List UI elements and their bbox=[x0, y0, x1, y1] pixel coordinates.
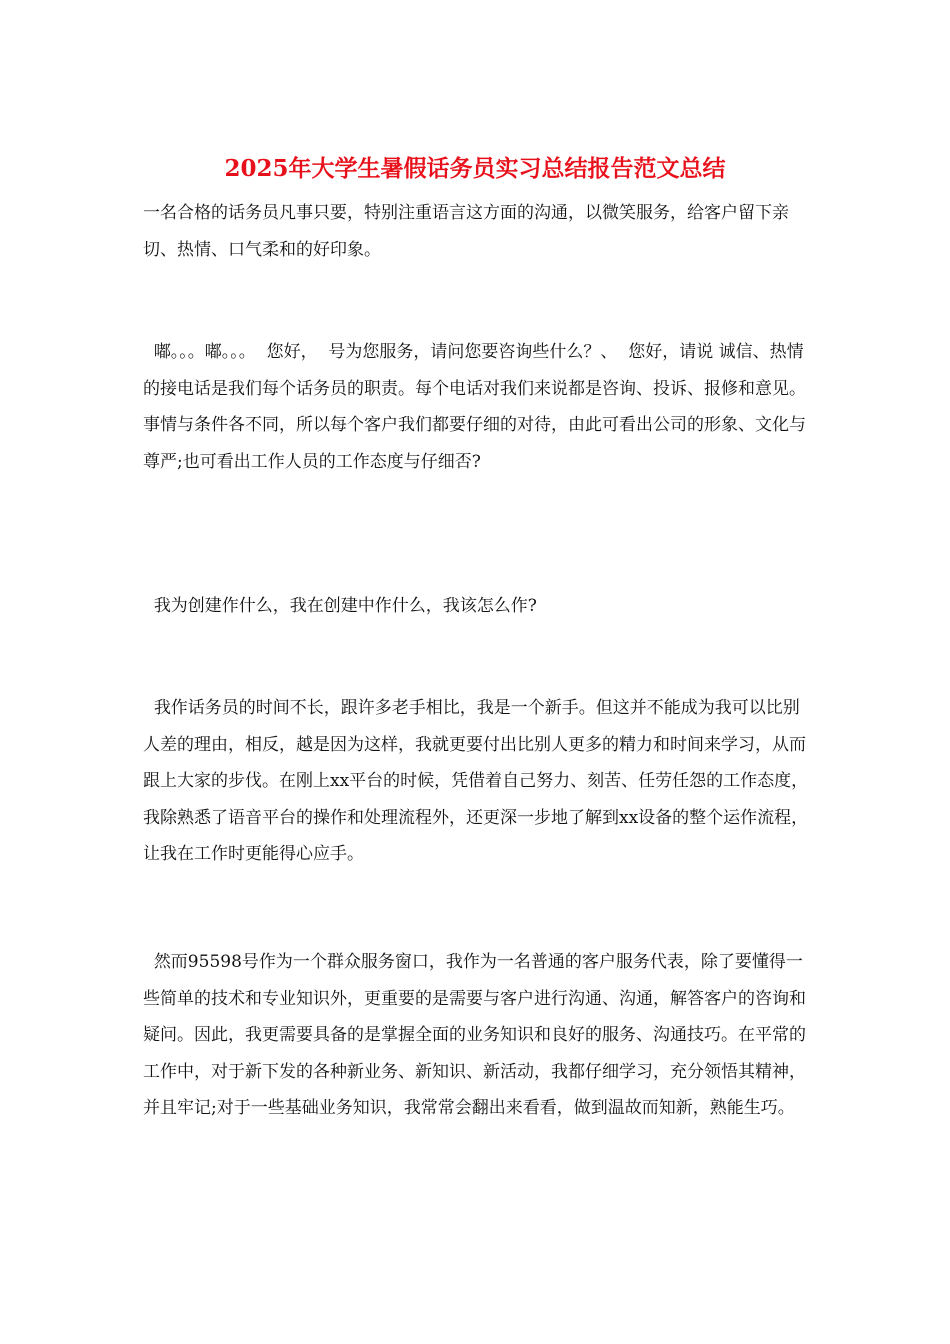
paragraph-service-window: 然而95598号作为一个群众服务窗口，我作为一名普通的客户服务代表，除了要懂得一些简单的技术和专业知识外，更重要的是需要与客户进行沟通、沟通，解答客户的咨询和疑问。因此，我更需要具备的是掌握全面的业务知识和良好的服务、沟通技巧。在平常的工作中，对于新下发的各种新业务、新知识、新活动，我都仔细学习，充分领悟其精神，并且牢记;对于一些基础业务知识，我常常会翻出来看看，做到温故而知新，熟能生巧。 bbox=[143, 952, 806, 1118]
document-title: 2025年大学生暑假话务员实习总结报告范文总结 bbox=[224, 155, 726, 182]
paragraph-greeting: 嘟。。。嘟。。。 您好， 号为您服务，请问您要咨询些什么？、 您好，请说 诚信、热情的接电话是我们每个话务员的职责。每个电话对我们来说都是咨询、投诉、报修和意见。事情与条件各不同，所以每个客户我们都要仔细的对待，由此可看出公司的形象、文化与尊严;也可看出工作人员的工作态度与仔细否? bbox=[143, 342, 806, 472]
paragraph-experience: 我作话务员的时间不长，跟许多老手相比，我是一个新手。但这并不能成为我可以比别人差的理由，相反，越是因为这样，我就更要付出比别人更多的精力和时间来学习，从而跟上大家的步伐。在刚上xx平台的时候，凭借着自己努力、刻苦、任劳任怨的工作态度，我除熟悉了语音平台的操作和处理流程外，还更深一步地了解到xx设备的整个运作流程，让我在工作时更能得心应手。 bbox=[143, 698, 809, 864]
paragraph-question: 我为创建作什么，我在创建中作什么，我该怎么作? bbox=[143, 596, 537, 616]
paragraph-intro: 一名合格的话务员凡事只要，特别注重语言这方面的沟通，以微笑服务，给客户留下亲切、热情、口气柔和的好印象。 bbox=[143, 203, 789, 260]
